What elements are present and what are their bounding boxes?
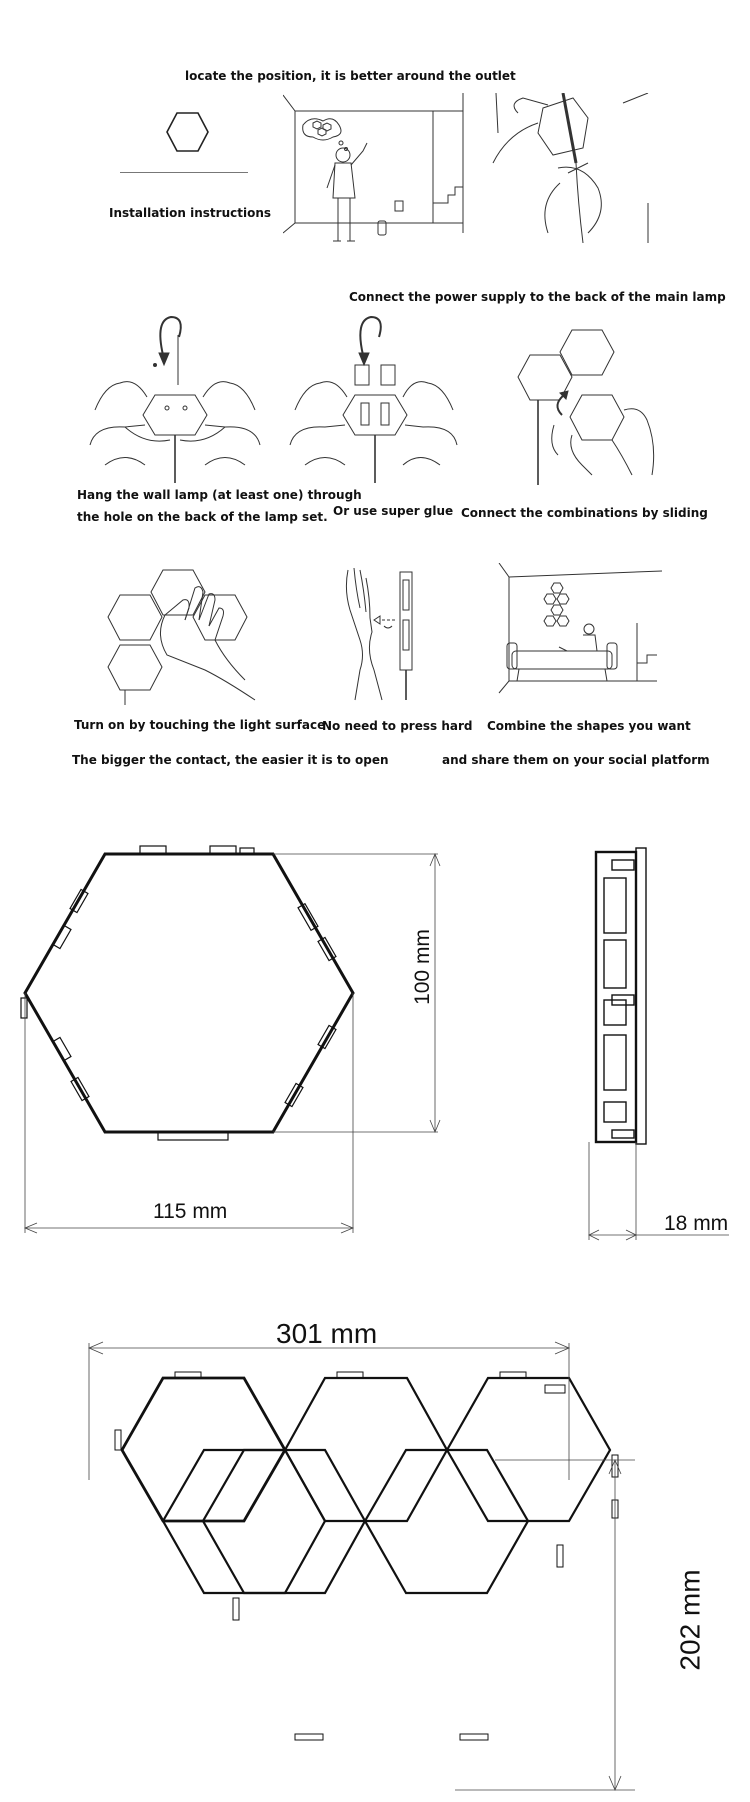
divider-line [120,172,248,173]
press-lightly-illustration [330,560,440,705]
assembly-height-202mm-label: 202 mm [674,1569,706,1671]
room-marking-illustration [283,93,473,243]
screwdriver-hand-illustration [488,93,653,243]
connect-power-caption: Connect the power supply to the back of the main lamp [349,290,726,304]
share-caption: and share them on your social platform [442,753,710,767]
press-hard-caption: No need to press hard [322,719,473,733]
bigger-contact-caption: The bigger the contact, the easier it is to open [72,753,389,767]
installation-instructions-title: Installation instructions [109,206,272,220]
hang-lamp-caption-line1: Hang the wall lamp (at least one) through [77,488,362,502]
hang-lamp-illustration [85,315,265,485]
depth-18mm-label: 18 mm [664,1212,729,1235]
hang-lamp-caption-line2: the hole on the back of the lamp set. [77,510,328,524]
width-115mm-label: 115 mm [153,1200,228,1223]
touch-surface-illustration [95,560,275,705]
touch-surface-caption: Turn on by touching the light surface [74,718,326,732]
side-profile-drawing [584,840,734,1250]
locate-position-caption: locate the position, it is better around the outlet [185,69,516,83]
single-panel-dimension-drawing [18,838,448,1238]
sliding-connect-illustration [512,325,662,485]
super-glue-illustration [285,315,460,485]
combine-shapes-caption: Combine the shapes you want [487,719,691,733]
assembly-width-301mm-label: 301 mm [276,1318,378,1349]
hexagon-icon [165,110,210,155]
sliding-caption: Connect the combinations by sliding [461,506,708,520]
living-room-illustration [497,563,662,698]
five-panel-assembly-drawing [75,1330,735,1800]
super-glue-caption: Or use super glue [333,504,454,518]
height-100mm-label: 100 mm [410,929,434,1005]
